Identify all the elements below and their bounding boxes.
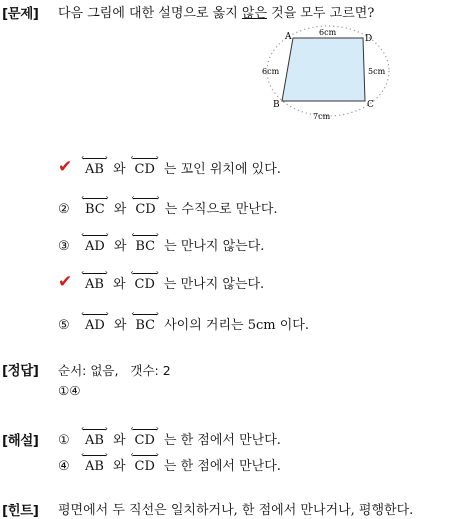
- explanation-tag: [해설]: [2, 433, 39, 449]
- question-underlined: 않은: [241, 6, 268, 21]
- arrow-left-icon: ‹: [130, 450, 134, 459]
- line-label: CD: [134, 459, 155, 474]
- option-4[interactable]: [58, 270, 264, 292]
- option-5[interactable]: [58, 311, 309, 333]
- line-AB: [81, 424, 108, 448]
- line-label: BC: [85, 202, 105, 217]
- hint-text: 평면에서 두 직선은 일치하거나, 한 점에서 만나거나, 평행한다.: [58, 503, 414, 518]
- line-AB: [81, 153, 108, 177]
- bottom-length-label: 7cm: [313, 112, 331, 121]
- problem-tag: [문제]: [2, 6, 39, 22]
- arrow-left-icon: ‹: [81, 424, 85, 433]
- line-label: CD: [134, 433, 155, 448]
- option-number: ②: [58, 202, 70, 217]
- question-text: [58, 2, 374, 21]
- answer-tag: [정답]: [2, 363, 39, 379]
- arrow-right-icon: ›: [155, 450, 159, 459]
- option-3[interactable]: [58, 232, 264, 254]
- option-2[interactable]: [58, 195, 278, 217]
- vertex-A: A: [285, 32, 292, 42]
- top-length-label: 6cm: [319, 28, 337, 37]
- explanation-statement: 는 한 점에서 만난다.: [163, 459, 281, 474]
- right-length-label: 5cm: [368, 67, 386, 76]
- arrow-left-icon: ‹: [130, 268, 134, 277]
- arrow-left-icon: ‹: [81, 309, 85, 318]
- line-BC: [131, 230, 160, 254]
- explanation-line-2: [58, 452, 281, 474]
- arrow-left-icon: ‹: [131, 193, 135, 202]
- answer-line-2: ①④: [58, 383, 81, 398]
- arrow-right-icon: ›: [155, 230, 160, 239]
- vertex-D: D: [365, 34, 373, 44]
- arrow-right-icon: ›: [104, 268, 108, 277]
- answer-line-1: 순서: 없음, 갯수: 2: [58, 363, 171, 378]
- line-label: CD: [134, 277, 155, 292]
- line-label: AB: [85, 459, 104, 474]
- arrow-left-icon: ‹: [81, 153, 85, 162]
- arrow-left-icon: ‹: [81, 230, 85, 239]
- arrow-right-icon: ›: [105, 193, 109, 202]
- arrow-right-icon: ›: [104, 424, 108, 433]
- josa: 와: [113, 318, 127, 333]
- question-prefix: 다음 그림에 대한 설명으로 옳지: [58, 6, 242, 21]
- line-CD: [130, 450, 159, 474]
- option-statement: 는 꼬인 위치에 있다.: [163, 162, 281, 177]
- arrow-right-icon: ›: [104, 153, 108, 162]
- josa: 와: [113, 239, 127, 254]
- left-length-label: 6cm: [262, 67, 280, 76]
- arrow-right-icon: ›: [155, 268, 159, 277]
- josa: 와: [112, 277, 126, 292]
- arrow-left-icon: ‹: [81, 450, 85, 459]
- line-label: BC: [135, 318, 156, 333]
- line-label: CD: [134, 162, 155, 177]
- line-CD: [130, 268, 159, 292]
- arrow-right-icon: ›: [105, 230, 109, 239]
- arrow-left-icon: ‹: [130, 153, 134, 162]
- arrow-left-icon: ‹: [130, 424, 134, 433]
- option-statement: 는 수직으로 만난다.: [164, 202, 278, 217]
- option-statement: 사이의 거리는 5cm 이다.: [164, 318, 309, 333]
- josa: 와: [112, 433, 126, 448]
- arrow-left-icon: ‹: [81, 268, 85, 277]
- line-label: AD: [85, 239, 105, 254]
- question-suffix: 것을 모두 고르면?: [267, 6, 375, 21]
- option-number: ③: [58, 239, 70, 254]
- option-statement: 는 만나지 않는다.: [163, 277, 265, 292]
- line-label: CD: [135, 202, 156, 217]
- line-AD: [81, 230, 109, 254]
- arrow-left-icon: ‹: [81, 193, 85, 202]
- arrow-right-icon: ›: [155, 424, 159, 433]
- trapezoid-shape: [282, 38, 365, 101]
- explanation-statement: 는 한 점에서 만난다.: [163, 433, 281, 448]
- arrow-left-icon: ‹: [131, 230, 135, 239]
- line-CD: [131, 193, 160, 217]
- line-AB: [81, 268, 108, 292]
- vertex-B: B: [273, 100, 280, 110]
- line-AD: [81, 309, 109, 333]
- explanation-number: ④: [58, 459, 70, 474]
- option-statement: 는 만나지 않는다.: [164, 239, 265, 254]
- line-label: BC: [135, 239, 156, 254]
- arrow-right-icon: ›: [156, 193, 160, 202]
- line-AB: [81, 450, 108, 474]
- josa: 와: [112, 162, 126, 177]
- option-1[interactable]: [58, 155, 281, 177]
- arrow-right-icon: ›: [105, 309, 109, 318]
- explanation-line-1: [58, 426, 281, 448]
- vertex-C: C: [367, 100, 374, 110]
- arrow-right-icon: ›: [104, 450, 108, 459]
- josa: 와: [112, 459, 126, 474]
- line-BC: [81, 193, 109, 217]
- line-BC: [131, 309, 160, 333]
- line-label: AB: [85, 433, 104, 448]
- checkmark-icon: ✔: [58, 157, 73, 177]
- josa: 와: [113, 202, 127, 217]
- explanation-number: ①: [58, 433, 70, 448]
- line-label: AB: [85, 277, 104, 292]
- arrow-right-icon: ›: [155, 309, 160, 318]
- line-label: AD: [85, 318, 105, 333]
- hint-tag: [힌트]: [2, 503, 39, 519]
- line-CD: [130, 153, 159, 177]
- option-number: ⑤: [58, 318, 70, 333]
- checkmark-icon: ✔: [58, 272, 73, 292]
- arrow-left-icon: ‹: [131, 309, 135, 318]
- trapezoid-figure: [255, 24, 395, 124]
- line-CD: [130, 424, 159, 448]
- arrow-right-icon: ›: [155, 153, 159, 162]
- line-label: AB: [85, 162, 104, 177]
